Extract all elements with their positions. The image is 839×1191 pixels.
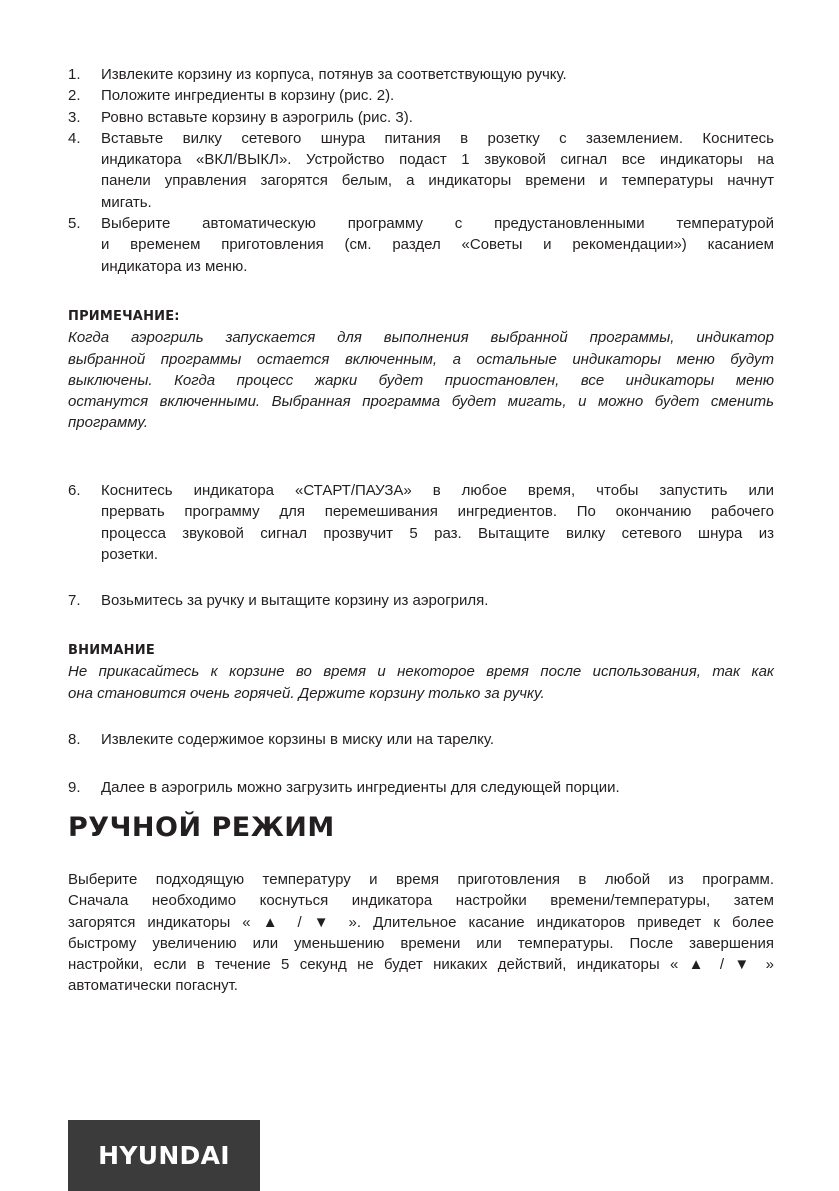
text-line: она становится очень горячей. Держите корзину только за ручку. (68, 684, 545, 702)
text-line: Ровно вставьте корзину в аэрогриль (рис. 3). (101, 108, 413, 126)
text-line: Не прикасайтесь к корзине во время и некоторое время после использования, так как (68, 663, 774, 681)
text-line: Когда аэрогриль запускается для выполнения выбранной программы, индикатор (68, 329, 774, 347)
text-line: и временем приготовления (см. раздел «Советы и рекомендации») касанием (101, 236, 774, 254)
list-item (68, 64, 774, 85)
text-line: панели управления загорятся белым, а индикаторы времени и температуры начнут (101, 172, 774, 190)
manual-mode-text (68, 869, 774, 997)
text-line: индикатора «ВКЛ/ВЫКЛ». Устройство подаст 1 звуковой сигнал все индикаторы на (101, 151, 774, 169)
text-line: программу. (68, 414, 149, 432)
text-line: загорятся индикаторы « ▲ / ▼ ». Длительное касание индикаторов приведет к более (68, 913, 774, 931)
text-line: мигать. (101, 193, 152, 211)
text-line: настройки, если в течение 5 секунд не будет никаких действий, индикаторы « ▲ / ▼ » (68, 956, 774, 974)
warning-title: ВНИМАНИЕ (68, 643, 155, 658)
brand-name: HYUNDAI (98, 1141, 230, 1170)
list-item (68, 85, 774, 106)
text-line: останутся включенными. Выбранная программа будет мигать, и можно будет сменить (68, 393, 774, 411)
text-line: Возьмитесь за ручку и вытащите корзину из аэрогриля. (101, 592, 489, 609)
list-item (68, 128, 774, 213)
step-8 (68, 729, 774, 750)
list-number: 6. (68, 482, 81, 499)
text-line: процесса звуковой сигнал прозвучит 5 раз. Вытащите вилку сетевого шнура из (101, 524, 774, 542)
note-text (68, 327, 774, 433)
step-9 (68, 777, 774, 798)
list-item (68, 777, 774, 798)
text-line: Сначала необходимо коснуться индикатора настройки времени/температуры, затем (68, 892, 774, 910)
step-6 (68, 480, 774, 565)
list-item (68, 107, 774, 128)
text-line: Выберите подходящую температуру и время приготовления в любой из программ. (68, 871, 774, 888)
text-line: автоматически погаснут. (68, 977, 238, 995)
list-number: 8. (68, 731, 81, 748)
text-line: быстрому увеличению или уменьшению времени или температуры. После завершения (68, 934, 774, 952)
steps-1-5 (68, 64, 774, 277)
text-line: Коснитесь индикатора «СТАРТ/ПАУЗА» в любое время, чтобы запустить или (101, 482, 774, 499)
list-item (68, 729, 774, 750)
text-line: розетки. (101, 545, 159, 563)
text-line: Положите ингредиенты в корзину (рис. 2). (101, 87, 395, 105)
text-line: Выберите автоматическую программу с предустановленными температурой (101, 215, 774, 233)
list-item (68, 213, 774, 277)
text-line: Вставьте вилку сетевого шнура питания в розетку с заземлением. Коснитесь (101, 129, 774, 147)
warning-block (68, 640, 774, 704)
list-item (68, 480, 774, 565)
list-number: 9. (68, 779, 81, 796)
list-number: 5. (68, 215, 81, 233)
text-line: прервать программу для перемешивания ингредиентов. По окончанию рабочего (101, 503, 774, 521)
warning-text (68, 661, 774, 704)
text-line: Извлеките корзину из корпуса, потянув за соответствующую ручку. (101, 66, 567, 83)
section-heading: РУЧНОЙ РЕЖИМ (68, 812, 335, 843)
list-number: 1. (68, 66, 81, 83)
text-line: выключены. Когда процесс жарки будет приостановлен, все индикаторы меню (68, 371, 774, 389)
list-number: 2. (68, 87, 81, 105)
list-number: 4. (68, 129, 81, 147)
text-line: Далее в аэрогриль можно загрузить ингредиенты для следующей порции. (101, 779, 620, 796)
text-line: выбранной программы остается включенным, а остальные индикаторы меню будут (68, 350, 774, 368)
step-7 (68, 590, 774, 611)
note-title: ПРИМЕЧАНИЕ: (68, 309, 180, 324)
list-item (68, 590, 774, 611)
hyundai-logo (68, 1120, 260, 1191)
note-block (68, 306, 774, 434)
text-line: Извлеките содержимое корзины в миску или на тарелку. (101, 731, 495, 748)
list-number: 3. (68, 108, 81, 126)
text-line: индикатора из меню. (101, 257, 248, 275)
list-number: 7. (68, 592, 81, 609)
